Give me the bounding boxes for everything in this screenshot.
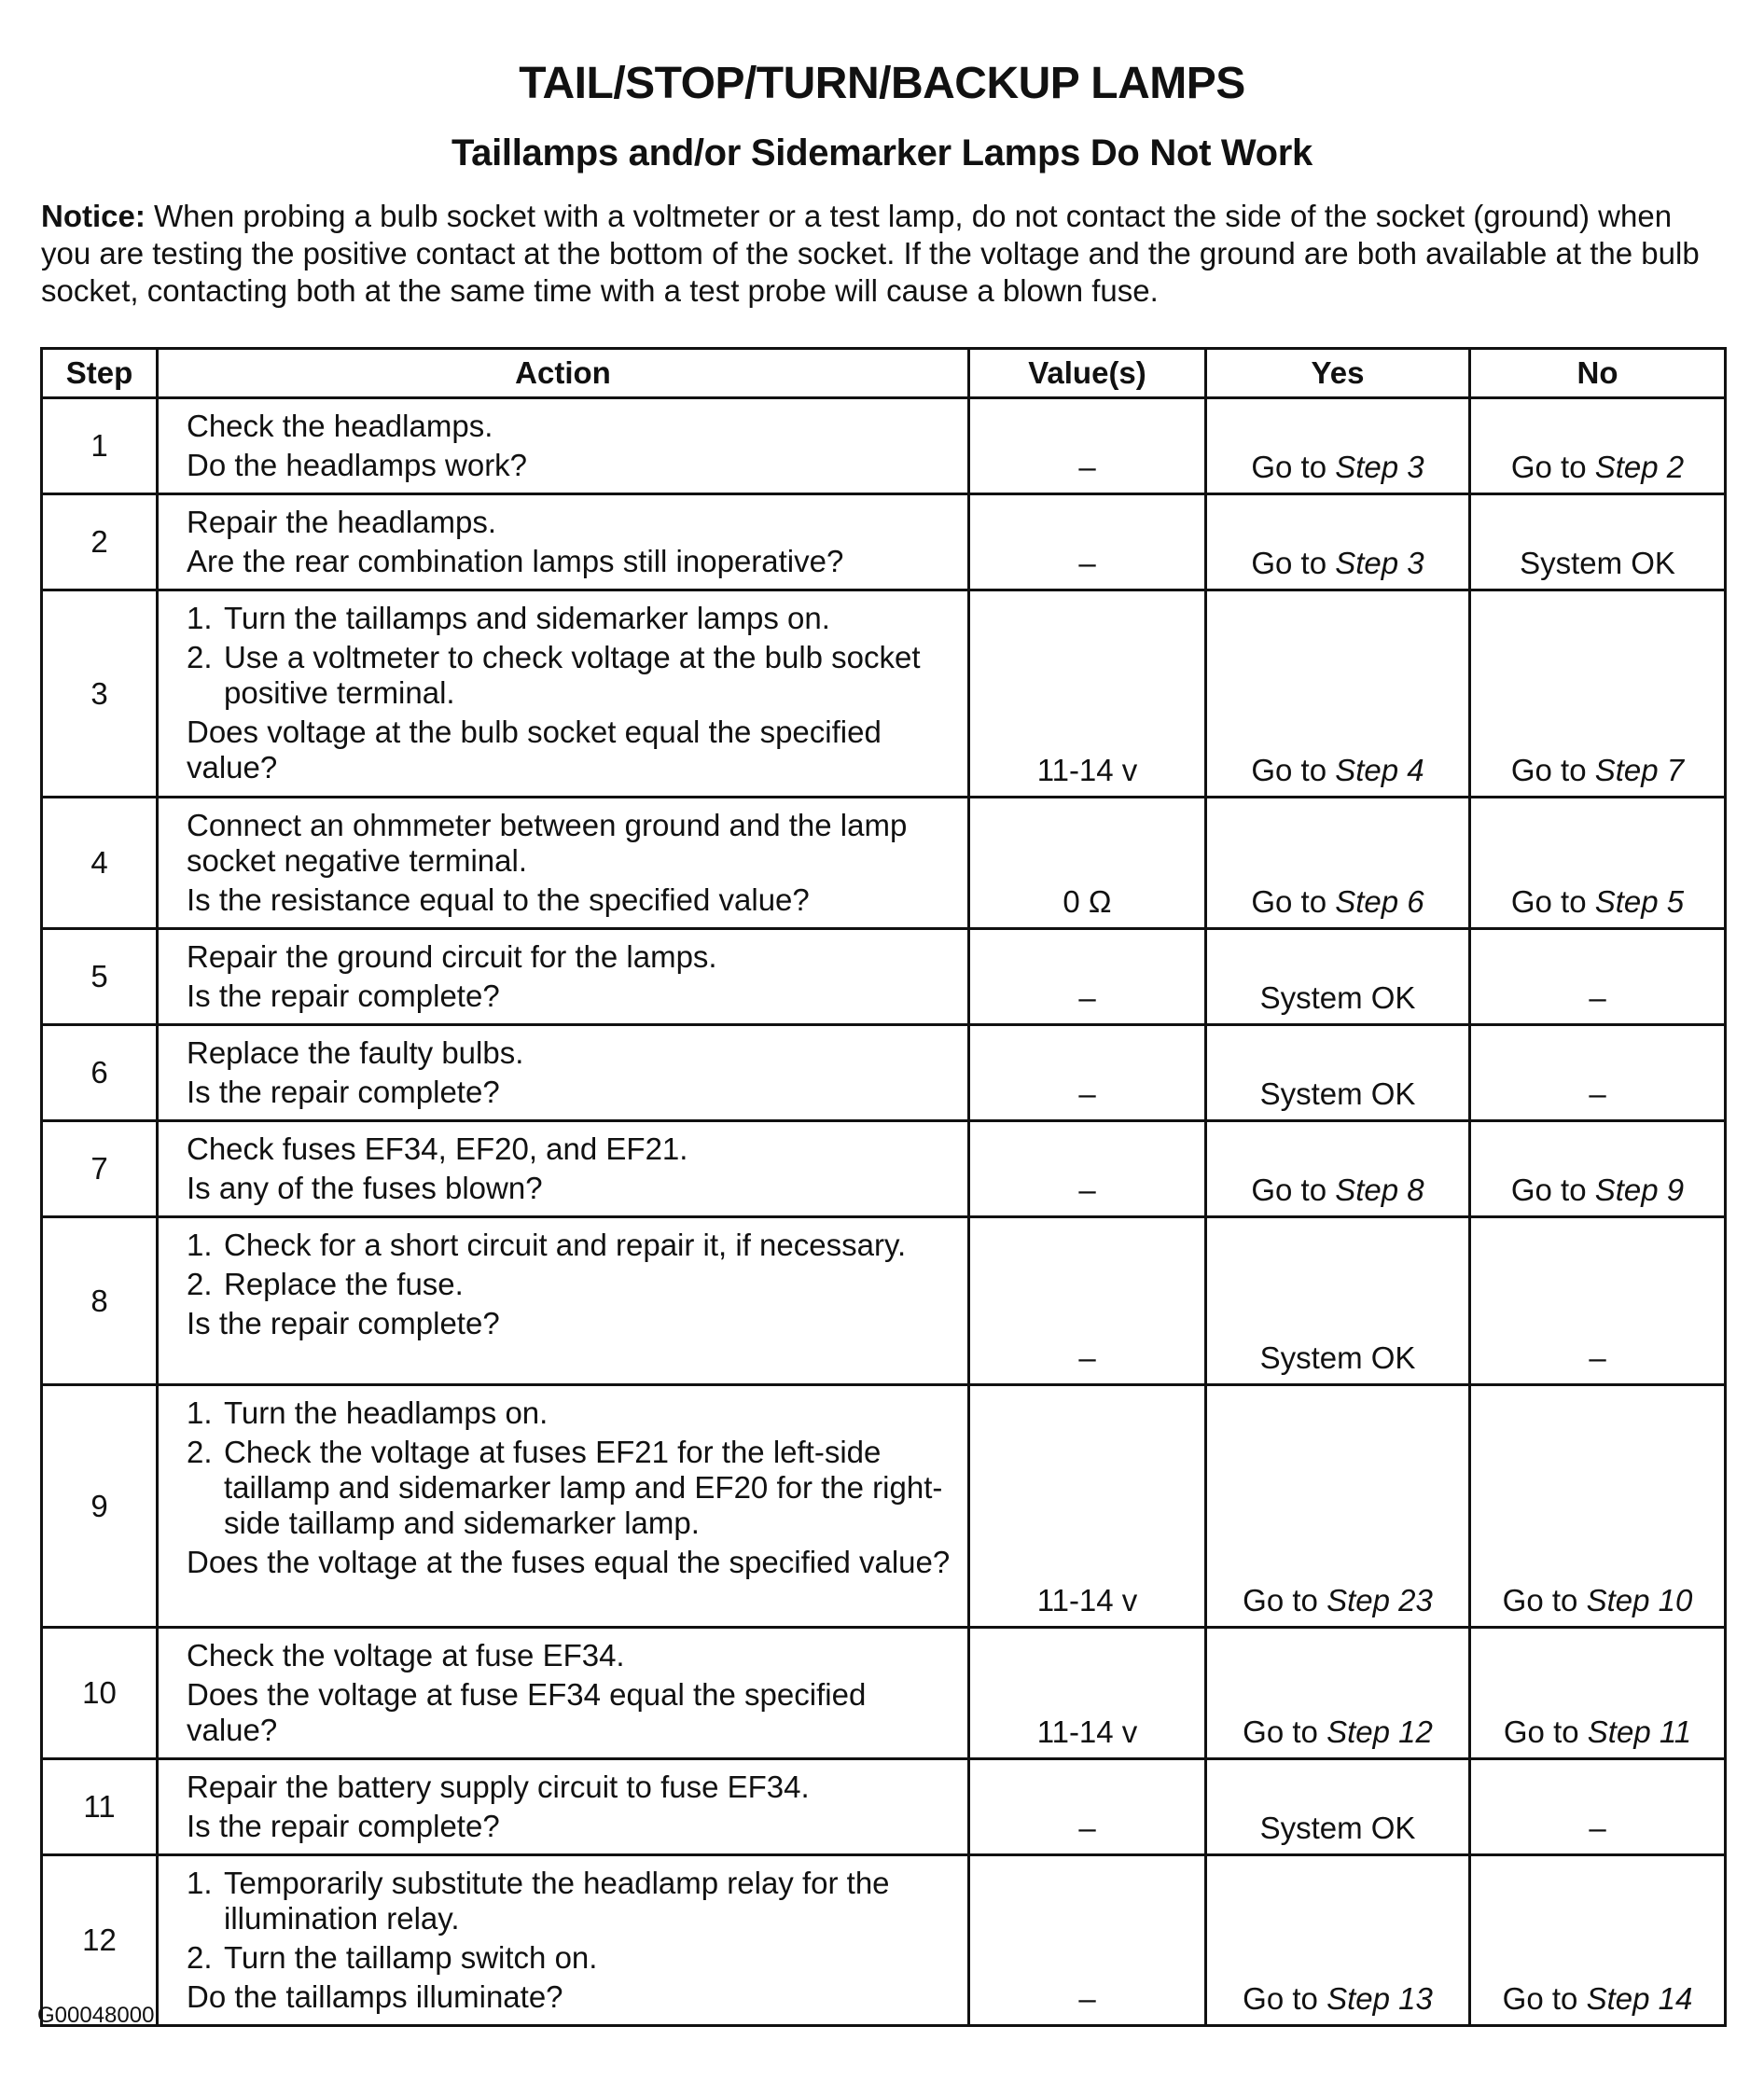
action-list-item [187,1940,958,1976]
table-row [42,1385,1726,1628]
step-number: 3 [42,590,158,798]
action-item-number: 1. [187,1395,213,1430]
goto-step-label: Step 23 [1326,1583,1433,1617]
goto-step-label: Step 10 [1586,1583,1693,1617]
yes-cell [1206,590,1470,798]
table-body [42,398,1726,2026]
no-cell [1470,1121,1726,1217]
goto-prefix: Go to [1251,546,1327,580]
goto-step-reference [1251,450,1424,484]
no-cell [1470,398,1726,494]
action-text: Is the repair complete? [187,979,500,1013]
no-cell: – [1470,1025,1726,1121]
value-cell: 11-14 v [969,1628,1206,1759]
goto-prefix: Go to [1510,450,1587,484]
no-cell: – [1470,1759,1726,1855]
value-cell: – [969,929,1206,1025]
table-row [42,1628,1726,1759]
document-code: G00048000 [37,2003,155,2028]
table-row [42,590,1726,798]
action-list-item [187,1395,958,1431]
goto-step-label: Step 3 [1335,450,1424,484]
yes-cell: System OK [1206,1759,1470,1855]
action-item-number: 2. [187,1940,213,1975]
action-item-text: Check for a short circuit and repair it, if necessary. [224,1228,907,1262]
action-cell [158,1217,969,1385]
action-item-number: 1. [187,1866,213,1900]
no-cell [1470,1628,1726,1759]
goto-step-reference [1511,1173,1684,1207]
action-item-text: Use a voltmeter to check voltage at the bulb socket positive terminal. [224,640,921,710]
goto-prefix: Go to [1510,1173,1587,1207]
no-cell [1470,798,1726,929]
header-step: Step [42,349,158,398]
action-cell [158,1025,969,1121]
value-cell: – [969,398,1206,494]
table-row [42,929,1726,1025]
goto-step-label: Step 7 [1594,753,1685,787]
value-cell: – [969,1217,1206,1385]
no-cell: System OK [1470,494,1726,590]
goto-prefix: Go to [1502,1981,1578,2016]
action-item-text: Temporarily substitute the headlamp relay for the illumination relay. [224,1866,890,1936]
step-number: 11 [42,1759,158,1855]
action-item-number: 2. [187,1435,213,1469]
goto-prefix: Go to [1251,753,1327,787]
goto-prefix: Go to [1251,1173,1327,1207]
action-text: Does the voltage at fuse EF34 equal the specified value? [187,1677,867,1747]
action-text: Replace the faulty bulbs. [187,1035,524,1070]
goto-prefix: Go to [1510,884,1587,919]
table-row [42,494,1726,590]
action-cell [158,1759,969,1855]
action-cell [158,1121,969,1217]
no-cell: – [1470,929,1726,1025]
action-cell [158,1385,969,1628]
table-row [42,398,1726,494]
no-cell [1470,590,1726,798]
yes-cell [1206,494,1470,590]
value-cell: – [969,1759,1206,1855]
goto-step-reference [1243,1583,1433,1617]
action-text: Check the voltage at fuse EF34. [187,1638,625,1673]
header-no: No [1470,349,1726,398]
action-item-number: 1. [187,1228,213,1262]
value-cell: 11-14 v [969,590,1206,798]
notice-label: Notice: [41,199,146,233]
goto-prefix: Go to [1251,450,1327,484]
goto-step-reference [1251,546,1424,580]
goto-prefix: Go to [1243,1981,1318,2016]
step-number: 7 [42,1121,158,1217]
yes-cell [1206,798,1470,929]
action-item-number: 2. [187,1267,213,1301]
action-text: Do the headlamps work? [187,448,528,482]
yes-cell [1206,398,1470,494]
header-action: Action [158,349,969,398]
goto-step-label: Step 4 [1335,753,1424,787]
action-item-number: 1. [187,601,213,635]
action-list-item [187,1866,958,1936]
action-item-text: Turn the headlamps on. [224,1395,549,1430]
header-yes: Yes [1206,349,1470,398]
action-list-item [187,1435,958,1541]
goto-step-reference [1251,1173,1424,1207]
value-cell: – [969,1121,1206,1217]
action-list-item [187,601,958,636]
goto-step-label: Step 3 [1335,546,1424,580]
goto-step-label: Step 13 [1326,1981,1433,2016]
goto-step-label: Step 5 [1594,884,1685,919]
table-header-row [42,349,1726,398]
table-row [42,1121,1726,1217]
header-values: Value(s) [969,349,1206,398]
action-item-text: Check the voltage at fuses EF21 for the left-side taillamp and sidemarker lamp and EF20 for the right-side taillamp and sidemarker lamp. [224,1435,943,1540]
value-cell: – [969,494,1206,590]
diagnostic-table [40,347,1727,2027]
goto-step-reference [1511,753,1684,787]
action-text: Repair the ground circuit for the lamps. [187,939,717,974]
table-row [42,1759,1726,1855]
action-item-text: Replace the fuse. [224,1267,464,1301]
goto-step-reference [1511,450,1684,484]
goto-step-reference [1243,1714,1433,1749]
action-text: Repair the battery supply circuit to fuse EF34. [187,1770,810,1804]
step-number: 9 [42,1385,158,1628]
table-row [42,798,1726,929]
yes-cell [1206,1628,1470,1759]
value-cell: 11-14 v [969,1385,1206,1628]
step-number: 1 [42,398,158,494]
goto-step-label: Step 6 [1335,884,1424,919]
action-text: Check fuses EF34, EF20, and EF21. [187,1131,688,1166]
action-text: Is the repair complete? [187,1075,500,1109]
action-cell [158,398,969,494]
goto-step-label: Step 9 [1594,1173,1685,1207]
page-title: TAIL/STOP/TURN/BACKUP LAMPS [519,59,1245,108]
action-cell [158,929,969,1025]
no-cell: – [1470,1217,1726,1385]
action-text: Repair the headlamps. [187,505,497,539]
goto-step-label: Step 2 [1594,450,1685,484]
notice-text: When probing a bulb socket with a voltmeter or a test lamp, do not contact the side of the socket (ground) when you are testing the positive contact at the bottom of the socket. If the voltage and the ground are both available at the bulb socket, contacting both at the same time with a test probe will cause a blown fuse. [41,199,1700,308]
action-item-number: 2. [187,640,213,674]
goto-prefix: Go to [1251,884,1327,919]
goto-step-reference [1511,884,1684,919]
no-cell [1470,1855,1726,2026]
goto-step-reference [1251,884,1424,919]
action-cell [158,798,969,929]
goto-step-reference [1243,1981,1433,2016]
action-text: Is the resistance equal to the specified value? [187,882,810,917]
value-cell: 0 Ω [969,798,1206,929]
action-cell [158,590,969,798]
table-row [42,1217,1726,1385]
yes-cell: System OK [1206,1217,1470,1385]
table-row [42,1855,1726,2026]
value-cell: – [969,1025,1206,1121]
action-cell [158,1855,969,2026]
notice-paragraph [41,198,1726,310]
action-text: Does voltage at the bulb socket equal the specified value? [187,715,882,784]
goto-step-reference [1251,753,1424,787]
goto-step-label: Step 11 [1587,1714,1692,1749]
step-number: 5 [42,929,158,1025]
goto-step-reference [1504,1714,1691,1749]
yes-cell: System OK [1206,929,1470,1025]
action-text: Connect an ohmmeter between ground and the lamp socket negative terminal. [187,808,908,878]
goto-step-reference [1503,1583,1693,1617]
action-text: Does the voltage at the fuses equal the specified value? [187,1545,951,1579]
step-number: 6 [42,1025,158,1121]
action-text: Is the repair complete? [187,1306,500,1340]
yes-cell [1206,1855,1470,2026]
goto-step-reference [1503,1981,1693,2016]
action-text: Are the rear combination lamps still inoperative? [187,544,844,578]
goto-step-label: Step 8 [1335,1173,1424,1207]
action-item-text: Turn the taillamps and sidemarker lamps on. [224,601,830,635]
no-cell [1470,1385,1726,1628]
goto-step-label: Step 12 [1326,1714,1433,1749]
value-cell: – [969,1855,1206,2026]
action-text: Check the headlamps. [187,409,493,443]
step-number: 8 [42,1217,158,1385]
goto-prefix: Go to [1503,1714,1579,1749]
yes-cell [1206,1121,1470,1217]
page-subtitle: Taillamps and/or Sidemarker Lamps Do Not Work [451,132,1313,174]
yes-cell [1206,1385,1470,1628]
goto-prefix: Go to [1510,753,1587,787]
action-item-text: Turn the taillamp switch on. [224,1940,598,1975]
step-number: 4 [42,798,158,929]
action-text: Is the repair complete? [187,1809,500,1843]
step-number: 12 [42,1855,158,2026]
step-number: 10 [42,1628,158,1759]
goto-prefix: Go to [1243,1714,1318,1749]
goto-prefix: Go to [1502,1583,1578,1617]
action-list-item [187,1228,958,1263]
action-text: Is any of the fuses blown? [187,1171,543,1205]
yes-cell: System OK [1206,1025,1470,1121]
goto-prefix: Go to [1243,1583,1318,1617]
action-text: Do the taillamps illuminate? [187,1979,563,2014]
action-cell [158,1628,969,1759]
goto-step-label: Step 14 [1586,1981,1693,2016]
action-list-item [187,640,958,711]
step-number: 2 [42,494,158,590]
table-row [42,1025,1726,1121]
action-list-item [187,1267,958,1302]
action-cell [158,494,969,590]
